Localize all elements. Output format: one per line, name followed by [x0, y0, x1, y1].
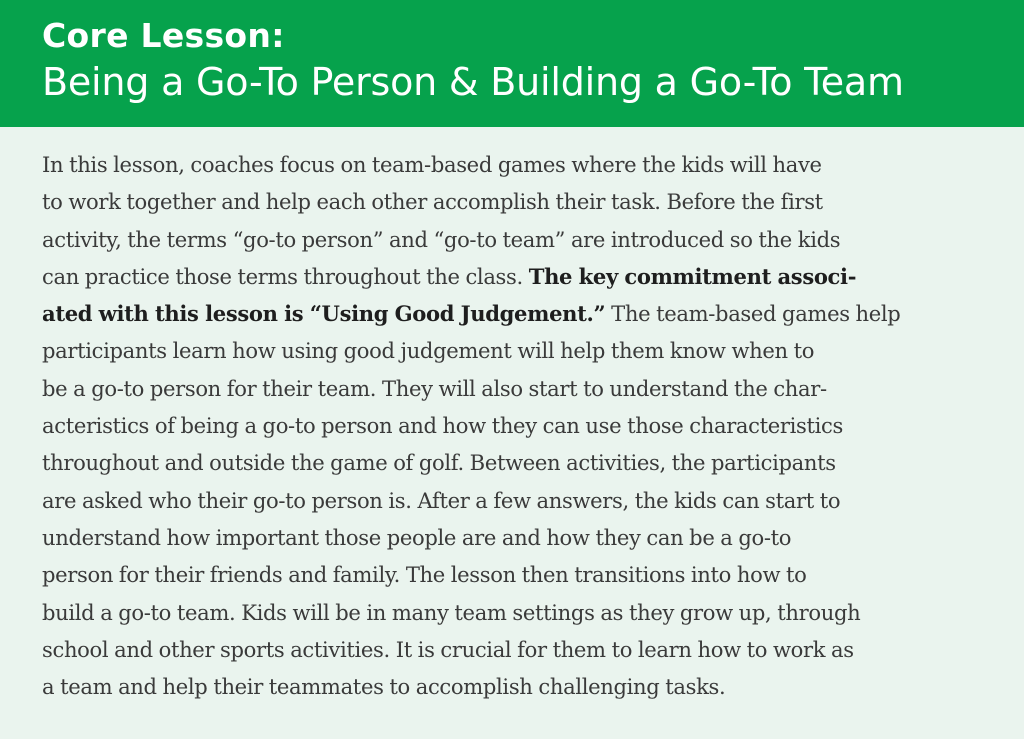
text-line: activity, the terms “go-to person” and “go-to team” are introduced so the kids — [42, 226, 841, 252]
text-line — [42, 295, 984, 332]
text-line: to work together and help each other accomplish their task. Before the first — [42, 189, 823, 215]
text-line: throughout and outside the game of golf. Between activities, the participants — [42, 450, 836, 476]
text-line: participants learn how using good judgement will help them know when to — [42, 338, 815, 364]
text-line: a team and help their teammates to accomplish challenging tasks. — [42, 674, 726, 700]
text-line: person for their friends and family. The lesson then transitions into how to — [42, 562, 807, 588]
text-line: school and other sports activities. It is crucial for them to learn how to work as — [42, 636, 854, 662]
key-commitment-text: The key commitment associ- — [528, 263, 857, 289]
text-line: build a go-to team. Kids will be in many team settings as they grow up, through — [42, 599, 861, 625]
text-segment: The team-based games help — [605, 301, 901, 327]
lesson-description — [42, 146, 984, 705]
text-line: be a go-to person for their team. They will also start to understand the char- — [42, 375, 827, 401]
key-commitment-text: ated with this lesson is “Using Good Judgement.” — [42, 301, 606, 327]
text-line: acteristics of being a go-to person and how they can use those characteristics — [42, 413, 843, 439]
text-segment: can practice those terms throughout the class. — [42, 263, 529, 289]
header-title: Core Lesson: — [42, 16, 285, 55]
text-line: In this lesson, coaches focus on team-based games where the kids will have — [42, 152, 822, 177]
text-line: understand how important those people are and how they can be a go-to — [42, 524, 792, 550]
text-line — [42, 258, 984, 295]
text-line: are asked who their go-to person is. After a few answers, the kids can start to — [42, 487, 841, 513]
header-subtitle: Being a Go-To Person & Building a Go-To Team — [42, 60, 904, 104]
